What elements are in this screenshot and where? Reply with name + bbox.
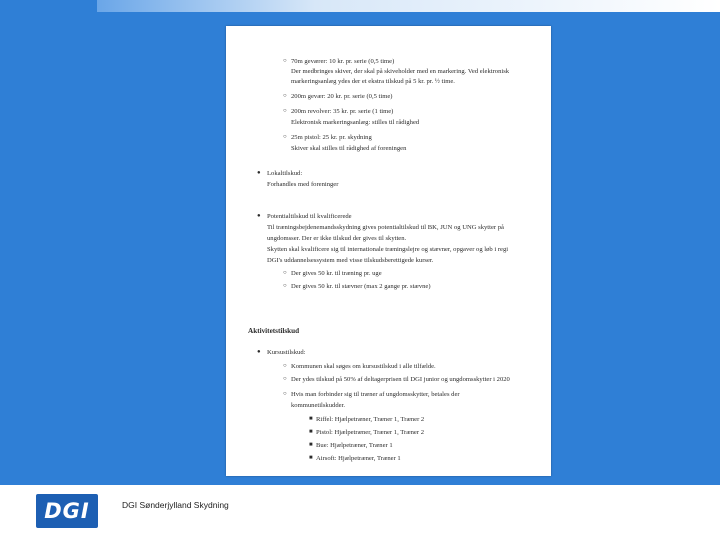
sub-bullet: ○: [283, 58, 287, 64]
doc-line: Der medbringes skiver, der skal på skiveholder med en markering. Ved elektronisk: [291, 68, 510, 75]
doc-line: DGI's uddannelsessystem med visse tilskudsberettigede kurser.: [267, 257, 434, 264]
doc-line: 70m geværer: 10 kr. pr. serie (0,5 time): [291, 58, 395, 65]
sub-bullet: ○: [283, 134, 287, 140]
document-page: [226, 26, 551, 476]
doc-line: kommunetilskudder.: [291, 402, 346, 409]
doc-line: ungdomsser. Der er ikke tilskud der gives til skytten.: [267, 235, 407, 242]
doc-line: Kommunen skal søges om kursustilskud i alle tilfælde.: [291, 363, 436, 370]
sub-bullet: ○: [283, 391, 287, 397]
footer-bar: [0, 485, 720, 540]
square-bullet: ■: [309, 442, 313, 448]
sub-bullet: ○: [283, 283, 287, 289]
main-bullet: ●: [257, 349, 261, 355]
doc-line: Hvis man forbinder sig til træner af ungdomsskytter, betales der: [291, 391, 460, 398]
doc-line: markeringsanlæg ydes der et ekstra tilskud på 5 kr. pr. ½ time.: [291, 78, 455, 85]
doc-line: Til træningsbejdenemandsskydning gives potentialtilskud til BK, JUN og UNG skytter på: [267, 224, 504, 231]
doc-line: Kursustilskud:: [267, 349, 306, 356]
doc-line: 200m revolver: 35 kr. pr. serie (1 time): [291, 108, 394, 115]
doc-line: Bue: Hjælpetræner, Træner 1: [316, 442, 393, 449]
doc-line: Der ydes tilskud på 50% af deltagerprisen til DGI junior og ungdomsskytter i 2020: [291, 376, 510, 383]
doc-line: Forhandles med foreninger: [267, 181, 339, 188]
dgi-logo: DGI: [36, 494, 98, 528]
top-decorative-stripe: [97, 0, 720, 12]
main-bullet: ●: [257, 213, 261, 219]
sub-bullet: ○: [283, 270, 287, 276]
section-heading: Aktivitetstilskud: [248, 327, 300, 335]
doc-line: Skiver skal stilles til rådighed af foreningen: [291, 145, 407, 152]
doc-line: Der gives 50 kr. til træning pr. uge: [291, 270, 382, 277]
doc-line: Der gives 50 kr. til stævner (max 2 gange pr. stævne): [291, 283, 431, 290]
doc-line: Lokaltilskud:: [267, 170, 303, 177]
footer-organization-name: DGI Sønderjylland Skydning: [122, 500, 229, 510]
doc-line: 200m gevær: 20 kr. pr. serie (0,5 time): [291, 93, 393, 100]
doc-line: 25m pistol: 25 kr. pr. skydning: [291, 134, 372, 141]
sub-bullet: ○: [283, 363, 287, 369]
doc-line: Elektronisk markeringsanlæg: stilles til rådighed: [291, 119, 420, 126]
doc-line: Potentialtilskud til kvalificerede: [267, 213, 352, 220]
doc-line: Skytten skal kvalificere sig til internationale træningslejre og stævner, opgaver og løb i regi: [267, 246, 509, 253]
sub-bullet: ○: [283, 93, 287, 99]
doc-line: Pistol: Hjælpetræner, Træner 1, Træner 2: [316, 429, 424, 436]
doc-line: Airsoft: Hjælpetræner, Træner 1: [316, 455, 401, 462]
square-bullet: ■: [309, 429, 313, 435]
main-bullet: ●: [257, 170, 261, 176]
doc-line: Riffel: Hjælpetræner, Træner 1, Træner 2: [316, 416, 425, 423]
sub-bullet: ○: [283, 108, 287, 114]
square-bullet: ■: [309, 416, 313, 422]
square-bullet: ■: [309, 455, 313, 461]
sub-bullet: ○: [283, 376, 287, 382]
